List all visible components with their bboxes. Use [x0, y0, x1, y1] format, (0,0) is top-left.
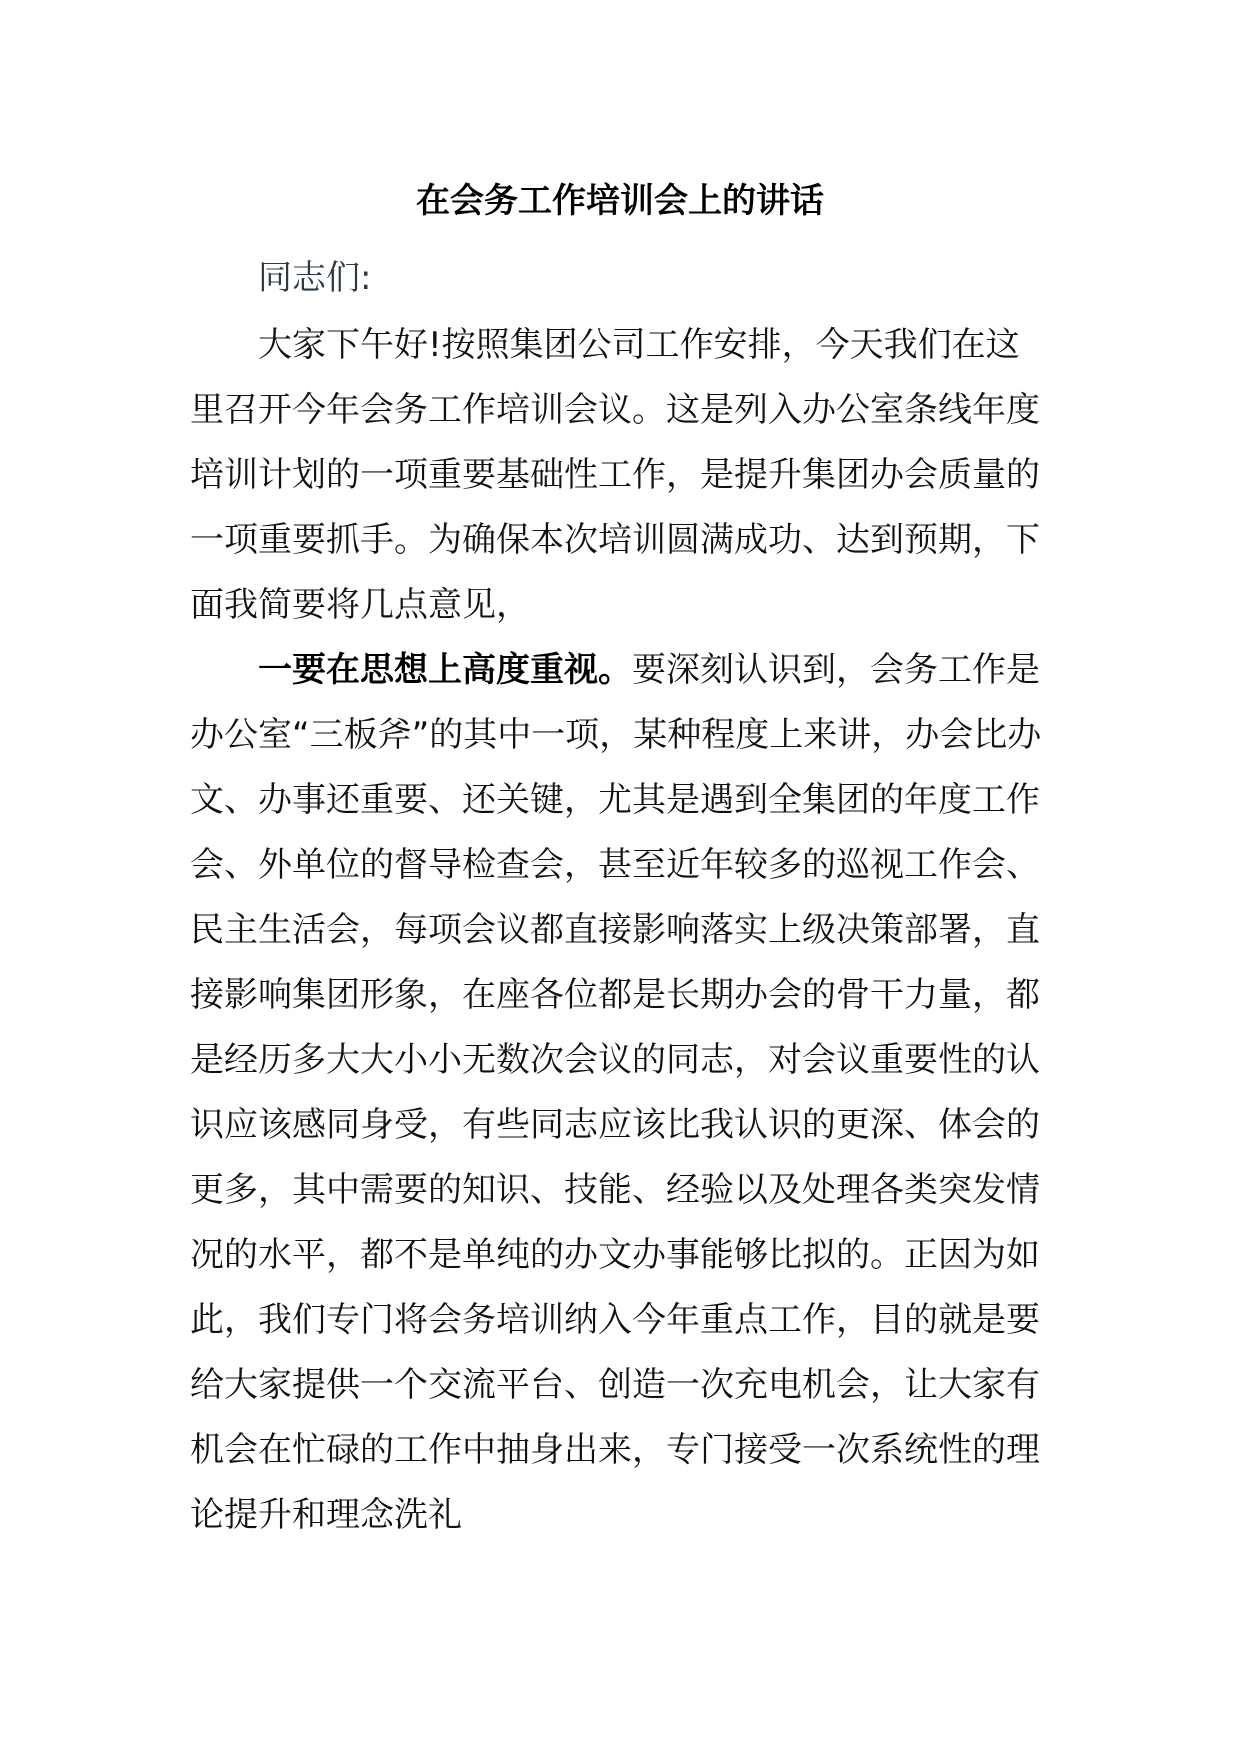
document-body	[190, 246, 1050, 1548]
paragraph-point-one	[190, 638, 1050, 1548]
document-title: 在会务工作培训会上的讲话	[416, 181, 824, 221]
paragraph-point-one-text: 要深刻认识到，会务工作是办公室“三板斧”的其中一项，某种程度上来讲，办会比办文、办事还重要、还关键，尤其是遇到全集团的年度工作会、外单位的督导检查会，甚至近年较多的巡视工作会、民主生活会，每项会议都直接影响落实上级决策部署，直接影响集团形象，在座各位都是长期办会的骨干力量，都是经历多大大小小无数次会议的同志，对会议重要性的认识应该感同身受，有些同志应该比我认识的更深、体会的更多，其中需要的知识、技能、经验以及处理各类突发情况的水平，都不是单纯的办文办事能够比拟的。正因为如此，我们专门将会务培训纳入今年重点工作，目的就是要给大家提供一个交流平台、创造一次充电机会，让大家有机会在忙碌的工作中抽身出来，专门接受一次系统性的理论提升和理念洗礼	[190, 650, 1042, 1535]
paragraph-lead-heading: 一要在思想上高度重视。	[258, 650, 632, 690]
salutation: 同志们:	[258, 258, 372, 298]
paragraph-opening: 大家下午好!按照集团公司工作安排，今天我们在这里召开今年会务工作培训会议。这是列入办公室条线年度培训计划的一项重要基础性工作，是提升集团办会质量的一项重要抓手。为确保本次培训圆满成功、达到预期，下面我简要将几点意见，	[190, 325, 1040, 625]
